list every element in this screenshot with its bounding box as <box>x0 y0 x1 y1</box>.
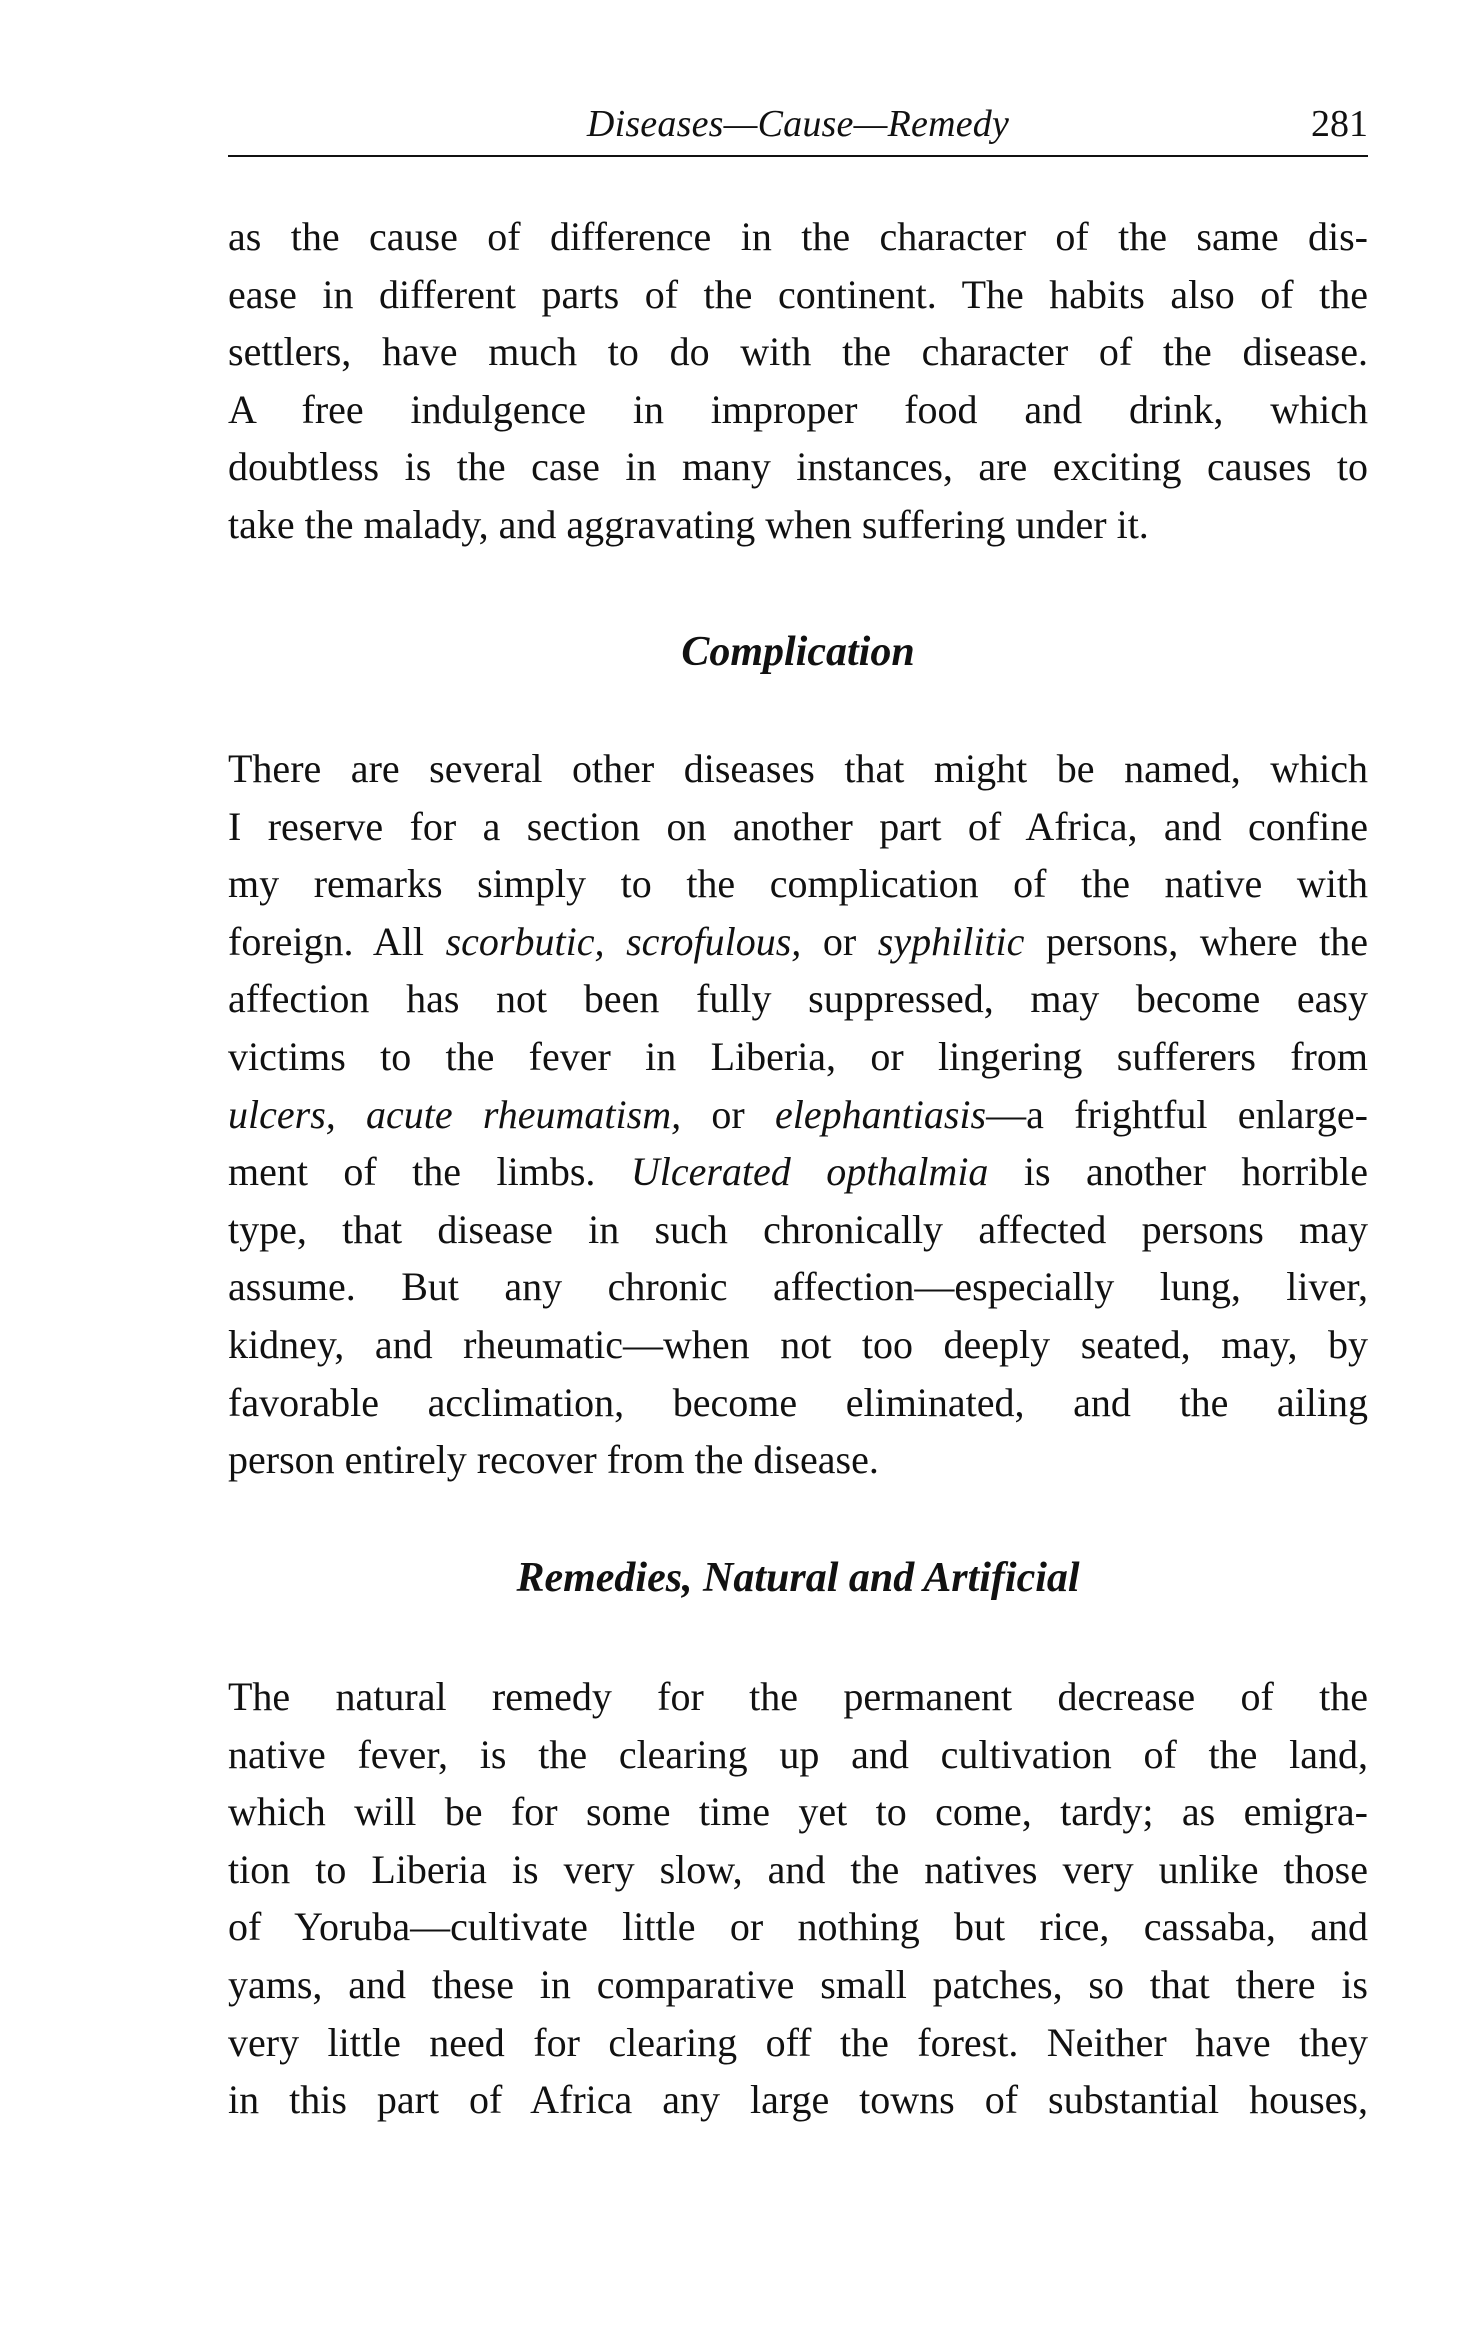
header-rule <box>228 155 1368 157</box>
paragraph-cause-habits <box>228 208 1368 554</box>
italic-term: ulcers, acute rheumatism, <box>228 1091 682 1137</box>
text-line: take the malady, and aggravating when suffering under it. <box>228 501 1149 547</box>
text-line: my remarks simply to the complication of the native with <box>228 861 1368 907</box>
text-line: as the cause of difference in the character of the same dis- <box>228 214 1368 259</box>
text-line: type, that disease in such chronically affected persons may <box>228 1206 1368 1252</box>
text-line: A free indulgence in improper food and drink, which <box>228 386 1368 432</box>
running-header <box>228 98 1368 154</box>
running-title: Diseases—Cause—Remedy <box>586 103 1010 145</box>
section-heading-remedies: Remedies, Natural and Artificial <box>516 1555 1080 1601</box>
paragraph-remedies <box>228 1668 1368 2129</box>
text-line <box>228 1086 1368 1144</box>
text-line: affection has not been fully suppressed, may become easy <box>228 976 1368 1022</box>
text-run: or <box>801 918 878 964</box>
text-run: or <box>681 1091 775 1137</box>
italic-term: elephantiasis <box>775 1091 987 1137</box>
italic-term: scorbutic, scrofulous, <box>445 918 802 964</box>
text-line: native fever, is the clearing up and cultivation of the land, <box>228 1731 1368 1777</box>
text-line <box>228 1143 1368 1201</box>
text-line: in this part of Africa any large towns of substantial houses, <box>228 2077 1368 2123</box>
text-line: favorable acclimation, become eliminated, and the ailing <box>228 1379 1368 1425</box>
section-heading-complication: Complication <box>681 629 915 675</box>
paragraph-complication <box>228 740 1368 1489</box>
text-run: —a frightful enlarge- <box>986 1091 1368 1137</box>
text-line: I reserve for a section on another part of Africa, and confine <box>228 803 1368 849</box>
text-run: persons, where the <box>1024 918 1368 964</box>
text-line: There are several other diseases that might be named, which <box>228 746 1368 791</box>
text-line: yams, and these in comparative small patches, so that there is <box>228 1961 1368 2007</box>
text-line: victims to the fever in Liberia, or lingering sufferers from <box>228 1033 1368 1079</box>
text-line: settlers, have much to do with the character of the disease. <box>228 329 1368 375</box>
text-line: tion to Liberia is very slow, and the natives very unlike those <box>228 1846 1368 1892</box>
text-line: which will be for some time yet to come, tardy; as emigra- <box>228 1789 1368 1835</box>
text-line: of Yoruba—cultivate little or nothing but rice, cassaba, and <box>228 1904 1368 1950</box>
text-line: ease in different parts of the continent. The habits also of the <box>228 271 1368 317</box>
text-line: assume. But any chronic affection—especially lung, liver, <box>228 1264 1368 1310</box>
text-run: ment of the limbs. <box>228 1149 631 1195</box>
italic-term: Ulcerated opthalmia <box>630 1149 989 1195</box>
text-line <box>228 913 1368 971</box>
text-line: very little need for clearing off the forest. Neither have they <box>228 2019 1368 2065</box>
text-line: person entirely recover from the disease. <box>228 1437 879 1483</box>
text-line: The natural remedy for the permanent decrease of the <box>228 1674 1368 1719</box>
page-number: 281 <box>1311 103 1368 145</box>
text-line: kidney, and rheumatic—when not too deeply seated, may, by <box>228 1321 1368 1367</box>
text-run: foreign. All <box>228 918 446 964</box>
text-run: is another horrible <box>988 1149 1368 1195</box>
text-line: doubtless is the case in many instances, are exciting causes to <box>228 444 1368 490</box>
italic-term: syphilitic <box>877 918 1025 964</box>
